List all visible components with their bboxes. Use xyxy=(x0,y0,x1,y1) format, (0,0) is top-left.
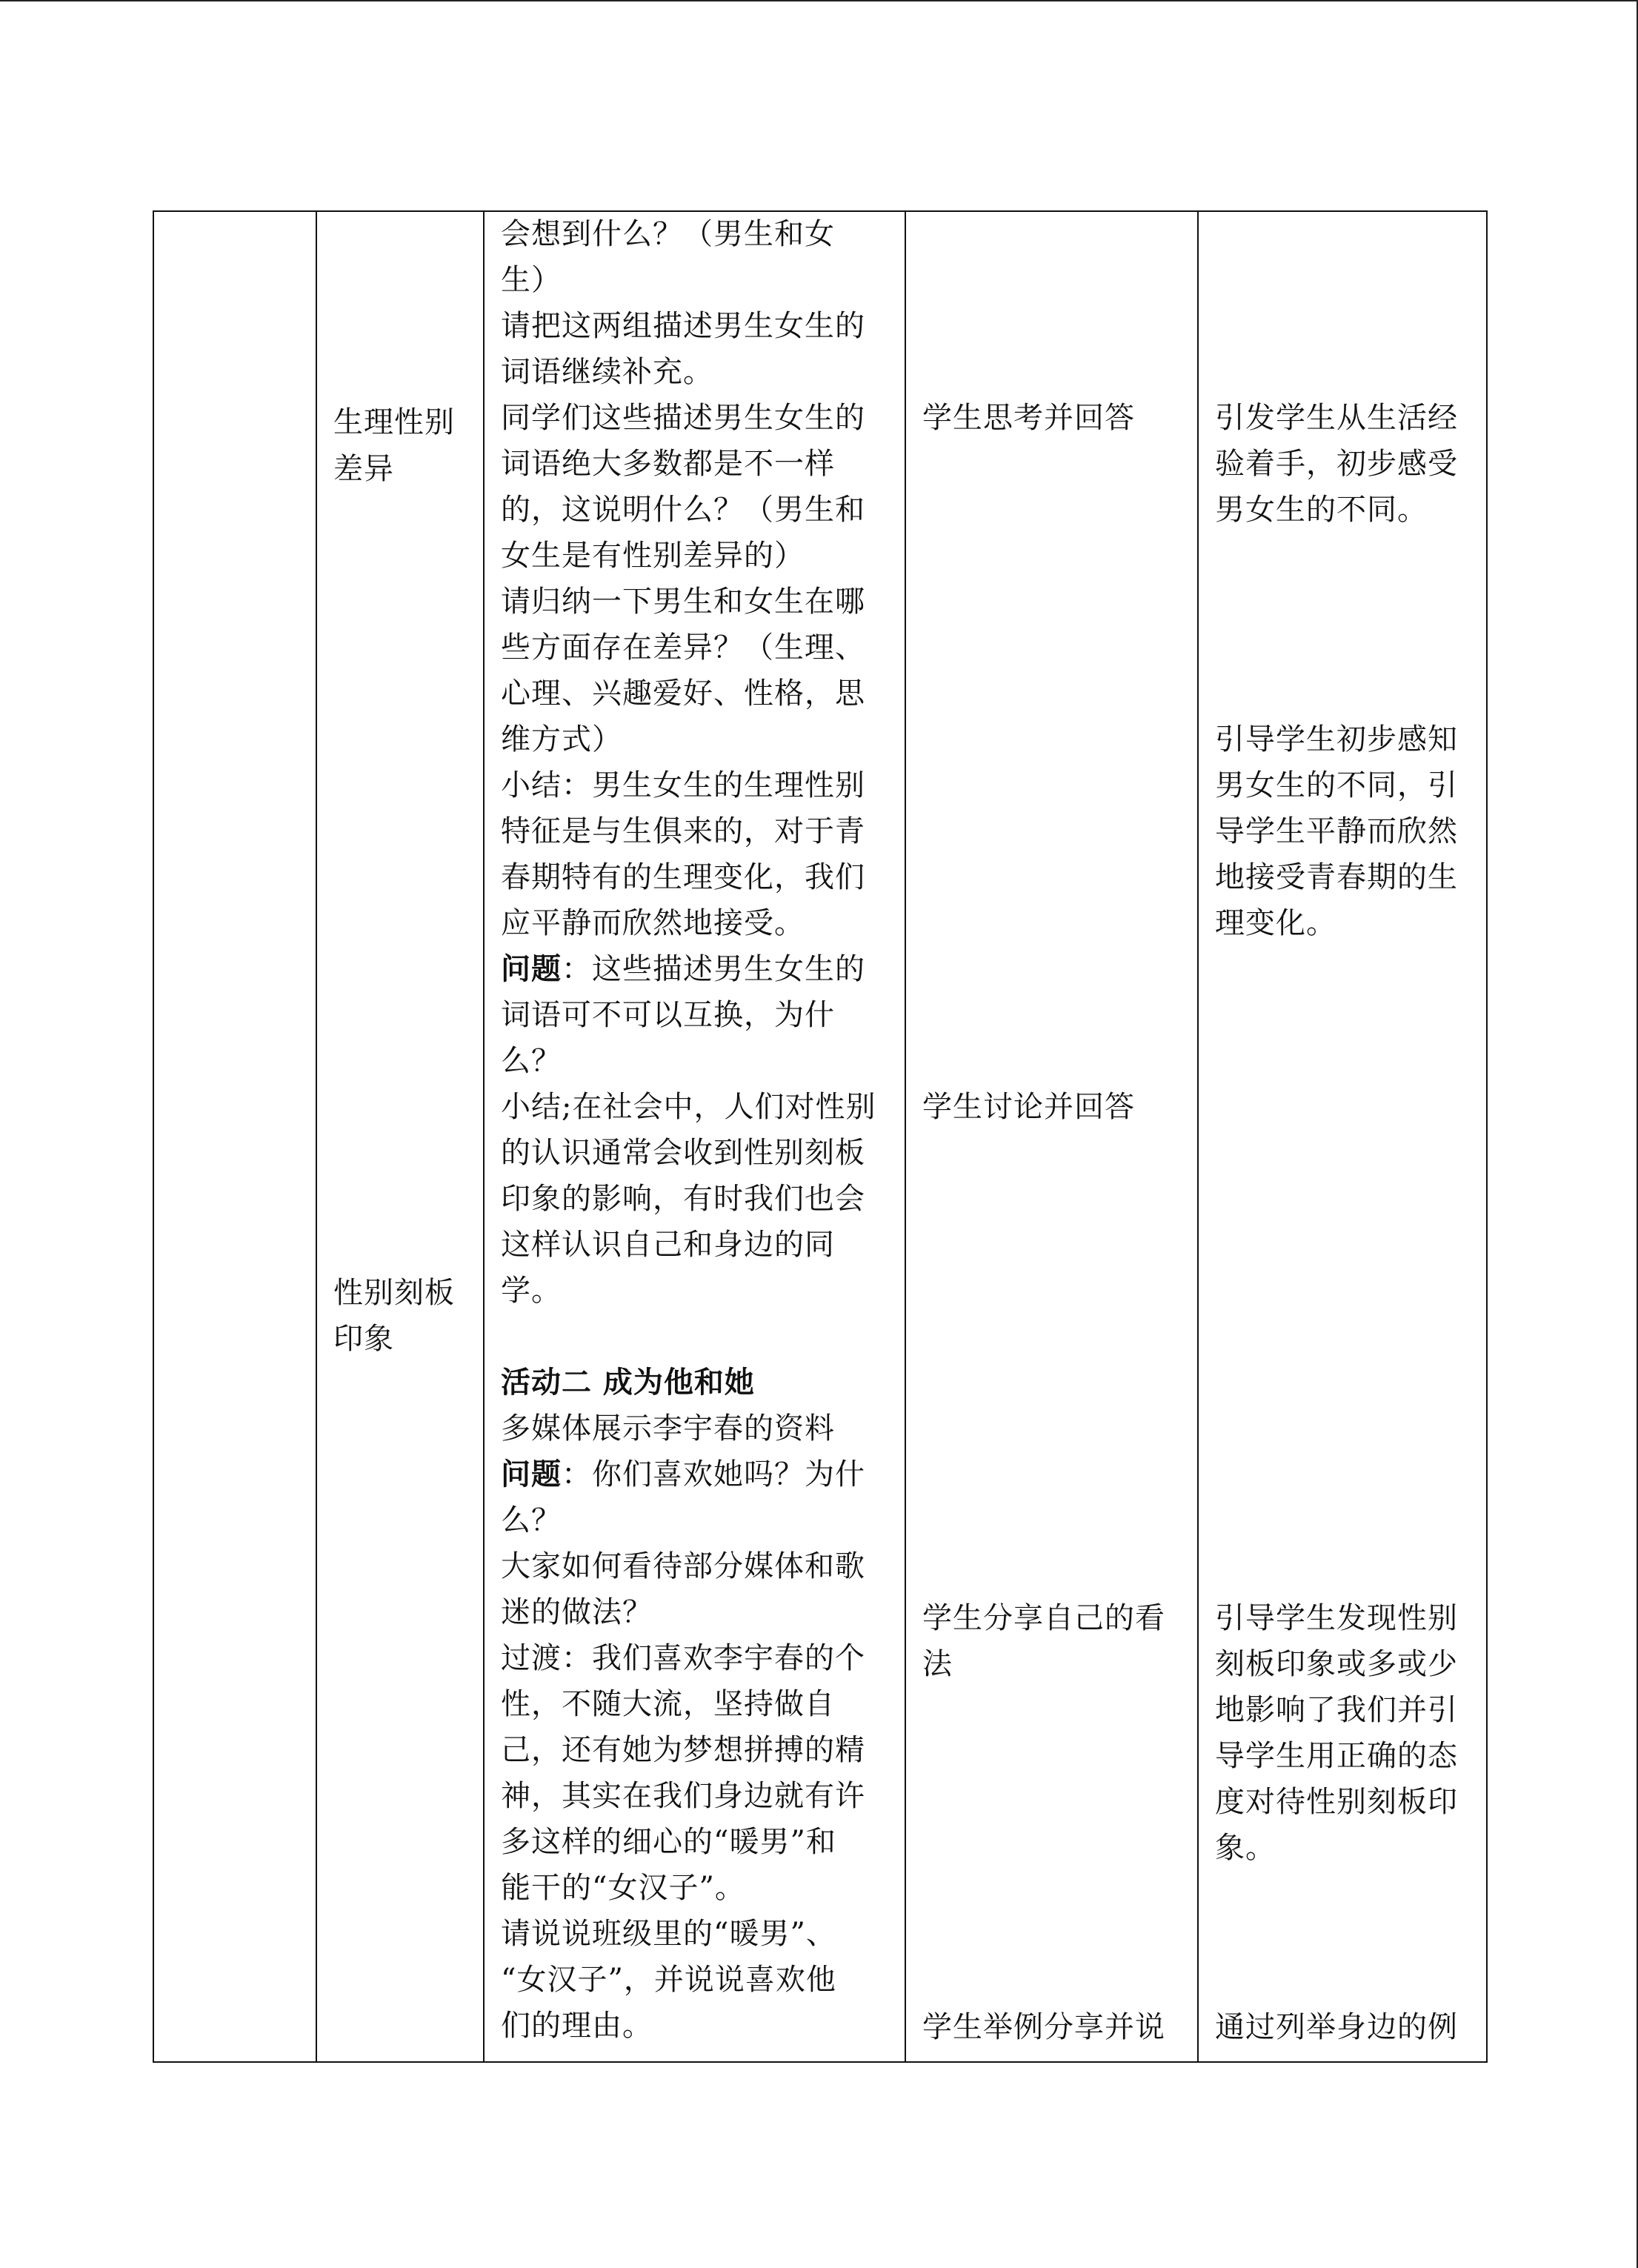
teacher-line: 心理、兴趣爱好、性格，思 xyxy=(501,676,865,711)
lesson-plan-table xyxy=(153,210,1488,2063)
question-line xyxy=(501,1457,865,1492)
teacher-line: 生） xyxy=(501,263,562,297)
question-line xyxy=(501,951,865,986)
intent-line: 男女生的不同。 xyxy=(1215,493,1428,527)
stage-stereotype-line2: 印象 xyxy=(333,1322,394,1356)
intent-line: 男女生的不同，引 xyxy=(1215,768,1458,802)
stage-physiological-line1: 生理性别 xyxy=(333,405,455,439)
intent-line: 象。 xyxy=(1215,1831,1276,1865)
teacher-line: 春期特有的生理变化，我们 xyxy=(501,860,865,894)
intent-line: 引导学生初步感知 xyxy=(1215,722,1458,756)
student-share-line1: 学生分享自己的看 xyxy=(922,1601,1165,1635)
teacher-line: 大家如何看待部分媒体和歌 xyxy=(501,1549,865,1583)
teacher-line: 词语继续补充。 xyxy=(501,355,713,389)
teacher-line: 么？ xyxy=(501,1044,562,1078)
activity-title: 活动二 成为他和她 xyxy=(501,1365,755,1400)
teacher-line: 女生是有性别差异的） xyxy=(501,539,805,573)
intent-line: 导学生用正确的态 xyxy=(1215,1739,1458,1773)
intent-line: 引发学生从生活经 xyxy=(1215,401,1458,435)
teacher-line: 过渡：我们喜欢李宇春的个 xyxy=(501,1641,865,1675)
section-column-cell xyxy=(153,211,316,2062)
teacher-line: 特征是与生俱来的，对于青 xyxy=(501,814,865,848)
teacher-line: 神，其实在我们身边就有许 xyxy=(501,1779,865,1813)
question-text: ：你们喜欢她吗？为什 xyxy=(562,1457,865,1492)
teacher-line: 多媒体展示李宇春的资料 xyxy=(501,1411,835,1446)
teacher-line: 请把这两组描述男生女生的 xyxy=(501,309,865,343)
design-intent-cell xyxy=(1198,211,1487,2062)
intent-line: 验着手，初步感受 xyxy=(1215,447,1458,481)
teacher-line: 请归纳一下男生和女生在哪 xyxy=(501,585,865,619)
teacher-line: 们的理由。 xyxy=(501,2009,653,2043)
teacher-line: 么？ xyxy=(501,1503,562,1537)
student-activity-cell xyxy=(905,211,1198,2062)
teacher-activity-cell xyxy=(484,211,905,2062)
intent-line: 引导学生发现性别 xyxy=(1215,1601,1458,1635)
teacher-line: 维方式） xyxy=(501,722,622,756)
intent-line: 度对待性别刻板印 xyxy=(1215,1785,1458,1819)
student-example: 学生举例分享并说 xyxy=(922,2010,1165,2044)
question-label: 问题 xyxy=(501,951,562,986)
teacher-line: 学。 xyxy=(501,1274,562,1308)
intent-line: 刻板印象或多或少 xyxy=(1215,1647,1458,1681)
teacher-line: 词语绝大多数都是不一样 xyxy=(501,447,835,481)
teacher-line: 小结：男生女生的生理性别 xyxy=(501,768,865,802)
question-label: 问题 xyxy=(501,1457,562,1492)
teacher-line: 印象的影响，有时我们也会 xyxy=(501,1182,865,1216)
teacher-line: 同学们这些描述男生女生的 xyxy=(501,401,865,435)
teacher-line: 小结;在社会中，人们对性别 xyxy=(501,1090,876,1124)
teacher-line: 些方面存在差异？（生理、 xyxy=(501,631,865,665)
stage-physiological-line2: 差异 xyxy=(333,452,394,486)
teacher-line: 能干的“女汉子”。 xyxy=(501,1871,745,1905)
teacher-line: 请说说班级里的“暖男”、 xyxy=(501,1917,836,1951)
intent-line: 地影响了我们并引 xyxy=(1215,1693,1458,1727)
teacher-line: 词语可不可以互换，为什 xyxy=(501,998,835,1032)
intent-line: 通过列举身边的例 xyxy=(1215,2010,1458,2044)
intent-line: 导学生平静而欣然 xyxy=(1215,814,1458,848)
teacher-line: “女汉子”，并说说喜欢他 xyxy=(501,1963,836,1997)
teacher-line: 性，不随大流，坚持做自 xyxy=(501,1687,835,1721)
intent-line: 理变化。 xyxy=(1215,906,1336,940)
teacher-line: 应平静而欣然地接受。 xyxy=(501,906,805,940)
teacher-line: 这样认识自己和身边的同 xyxy=(501,1228,835,1262)
intent-line: 地接受青春期的生 xyxy=(1215,860,1458,894)
teacher-line: 的认识通常会收到性别刻板 xyxy=(501,1136,865,1170)
question-text: ：这些描述男生女生的 xyxy=(562,952,865,986)
student-share-line2: 法 xyxy=(922,1647,953,1681)
teacher-line: 己，还有她为梦想拼搏的精 xyxy=(501,1733,865,1767)
teacher-line: 的，这说明什么？（男生和 xyxy=(501,493,865,527)
teacher-line: 多这样的细心的“暖男”和 xyxy=(501,1825,836,1859)
student-discuss: 学生讨论并回答 xyxy=(922,1090,1135,1124)
teacher-line: 迷的做法？ xyxy=(501,1595,653,1629)
stage-stereotype-line1: 性别刻板 xyxy=(333,1276,455,1310)
stage-column-cell xyxy=(316,211,484,2062)
student-think: 学生思考并回答 xyxy=(922,401,1135,435)
teacher-line: 会想到什么？（男生和女 xyxy=(501,217,835,251)
